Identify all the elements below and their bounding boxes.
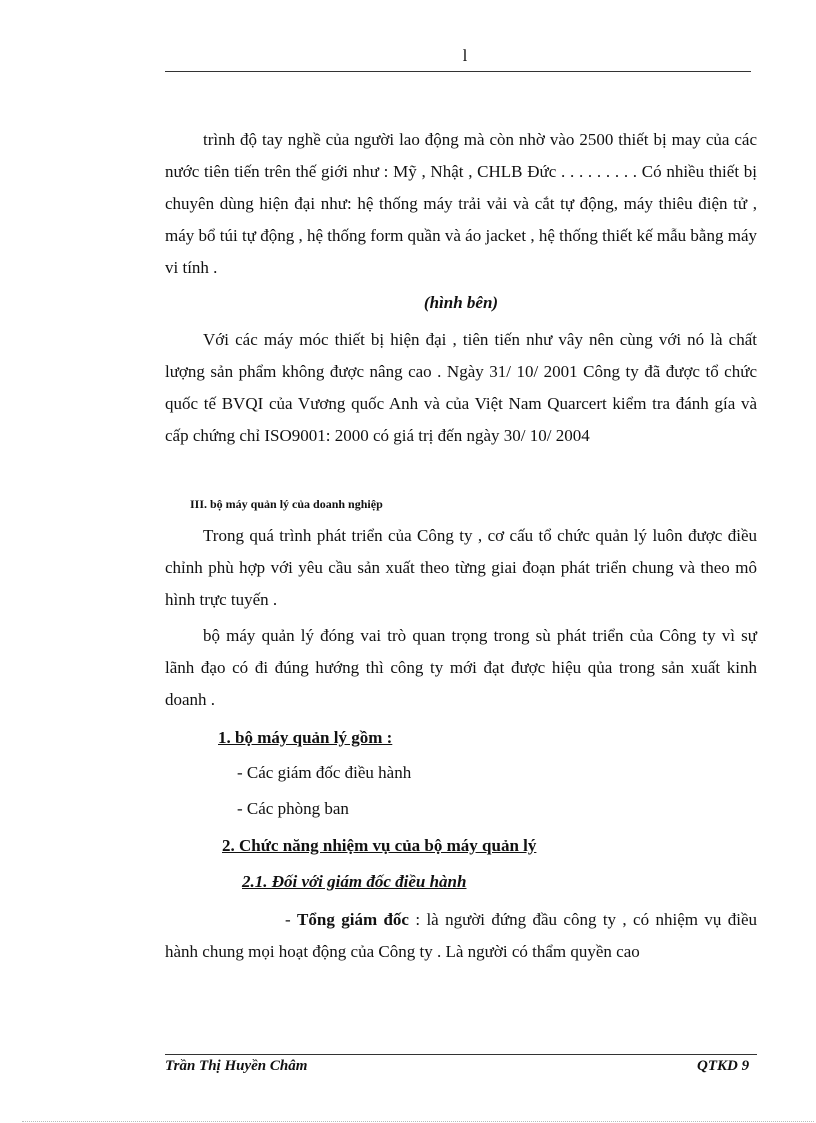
paragraph-role-text: bộ máy quản lý đóng vai trò quan trọng trong sù phát triển của Công ty vì sự lãnh đạo có đi đúng hướng thì công ty mới đạt được hiệu qủa trong sản xuất kinh doanh . — [165, 626, 757, 709]
footer-class-code: QTKD 9 — [697, 1058, 750, 1074]
footer-rule — [165, 1054, 757, 1055]
bullet-departments: - Các phòng ban — [237, 799, 349, 818]
paragraph-structure — [165, 520, 757, 616]
paragraph-iso-text: Với các máy móc thiết bị hiện đại , tiên tiến như vây nên cùng với nó là chất lượng sản phẩm không được nâng cao . Ngày 31/ 10/ 2001 Công ty đã được tổ chức quốc tế BVQI của Vương quốc Anh và của Việt Nam Quarcert kiểm tra đánh gía và cấp chứng chỉ ISO9001: 2000 có giá trị đến ngày 30/ 10/ 2004 — [165, 330, 757, 445]
heading-functions: 2. Chức năng nhiệm vụ của bộ máy quản lý — [222, 836, 537, 855]
bullet-directors: - Các giám đốc điều hành — [237, 763, 412, 782]
footer-author: Trần Thị Huyền Châm — [165, 1058, 308, 1074]
section-title: III. bộ máy quản lý của doanh nghiệp — [190, 497, 383, 511]
figure-caption: (hình bên) — [423, 293, 499, 312]
header-rule — [165, 71, 751, 72]
paragraph-general-director-text: : là người đứng đầu công ty , có nhiệm vụ điều hành chung mọi hoạt động của Công ty . Là người có thẩm quyền cao — [165, 910, 757, 961]
general-director-term: Tổng giám đốc — [297, 910, 409, 929]
dash: - — [285, 910, 298, 929]
paragraph-equipment — [165, 124, 757, 284]
paragraph-general-director — [165, 904, 757, 968]
heading-directors: 2.1. Đối với giám đốc điều hành — [242, 872, 467, 891]
paragraph-equipment-text: trình độ tay nghề của người lao động mà còn nhờ vào 2500 thiết bị may của các nước tiên tiến trên thế giới như : Mỹ , Nhật , CHLB Đức . . . . . . . . . Có nhiều thiết bị chuyên dùng hiện đại như: hệ thống máy trải vải và cắt tự động, máy thiêu điện tử , máy bổ túi tự động , hệ thống form quần và áo jacket , hệ thống thiết kế mẫu bằng máy vi tính . — [165, 130, 757, 277]
paragraph-structure-text: Trong quá trình phát triển của Công ty , cơ cấu tổ chức quản lý luôn được điều chỉnh phù hợp với yêu cầu sản xuất theo từng giai đoạn phát triển chung và theo mô hình trực tuyến . — [165, 526, 757, 609]
heading-management-includes: 1. bộ máy quản lý gồm : — [218, 728, 393, 747]
page-number: l — [462, 46, 468, 65]
page-border — [22, 1121, 814, 1122]
paragraph-iso — [165, 324, 757, 452]
paragraph-role — [165, 620, 757, 716]
